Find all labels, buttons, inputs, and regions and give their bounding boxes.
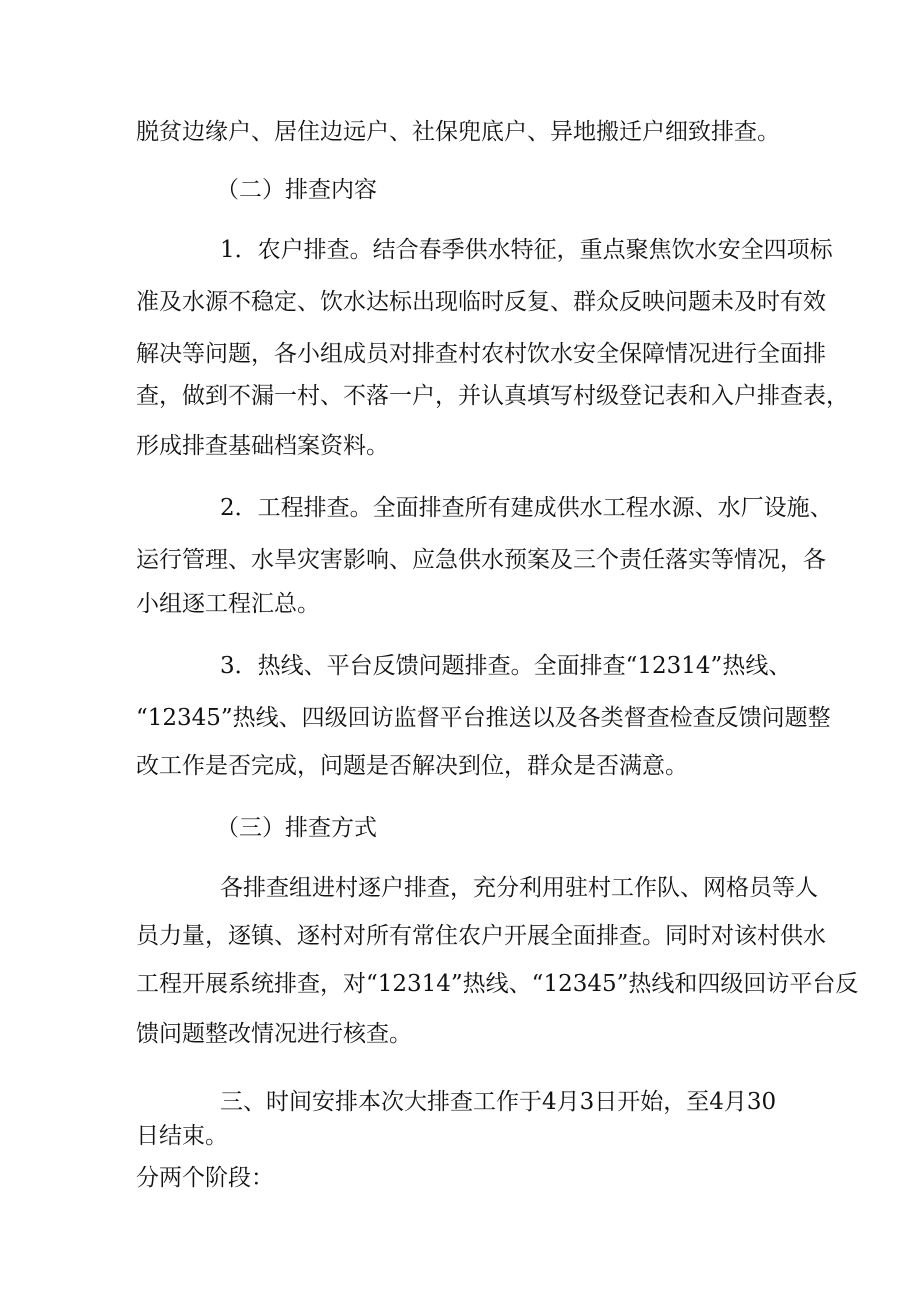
paragraph-line: 2．工程排查。全面排查所有建成供水工程水源、水厂设施、	[220, 495, 833, 521]
paragraph-line: 查，做到不漏一村、不落一户，并认真填写村级登记表和入户排查表，	[136, 383, 849, 409]
paragraph-line: 改工作是否完成，问题是否解决到位，群众是否满意。	[136, 753, 688, 779]
paragraph-line: 3．热线、平台反馈问题排查。全面排查“12314”热线、	[220, 653, 792, 679]
paragraph-line: 日结束。	[136, 1123, 228, 1149]
paragraph-line: 运行管理、水旱灾害影响、应急供水预案及三个责任落实等情况，各	[136, 547, 826, 573]
paragraph-line: 形成排查基础档案资料。	[136, 433, 389, 459]
paragraph-line: 脱贫边缘户、居住边远户、社保兜底户、异地搬迁户细致排查。	[136, 119, 780, 145]
paragraph-line: 1．农户排查。结合春季供水特征，重点聚焦饮水安全四项标	[220, 237, 833, 263]
paragraph-line: 分两个阶段：	[136, 1165, 274, 1191]
section-heading-content: （二）排查内容	[216, 177, 377, 203]
paragraph-line: 小组逐工程汇总。	[136, 591, 320, 617]
paragraph-line: 解决等问题，各小组成员对排查村农村饮水安全保障情况进行全面排	[136, 341, 826, 367]
paragraph-line: 员力量，逐镇、逐村对所有常住农户开展全面排查。同时对该村供水	[136, 923, 826, 949]
section-heading-method: （三）排查方式	[216, 815, 377, 841]
paragraph-line: 馈问题整改情况进行核查。	[136, 1021, 412, 1047]
paragraph-line: “12345”热线、四级回访监督平台推送以及各类督查检查反馈问题整	[136, 705, 831, 731]
paragraph-line: 准及水源不稳定、饮水达标出现临时反复、群众反映问题未及时有效	[136, 289, 826, 315]
paragraph-line: 三、时间安排本次大排查工作于4月3日开始，至4月30	[220, 1089, 777, 1115]
paragraph-line: 工程开展系统排查，对“12314”热线、“12345”热线和四级回访平台反	[136, 971, 859, 997]
paragraph-line: 各排查组进村逐户排查，充分利用驻村工作队、网格员等人	[220, 875, 818, 901]
